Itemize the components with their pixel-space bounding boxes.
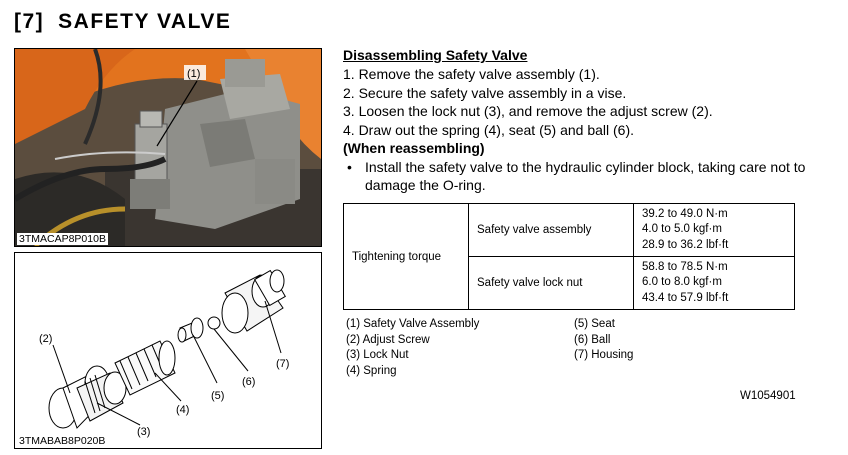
section-number: [7] (14, 10, 45, 33)
procedure-step: 2. Secure the safety valve assembly in a vise. (343, 84, 627, 101)
callout-7: (7) (276, 358, 290, 370)
torque-value: 28.9 to 36.2 lbf·ft (642, 238, 729, 251)
procedure-title: Disassembling Safety Valve (343, 47, 528, 63)
legend-item: (6) Ball (574, 333, 611, 346)
callout-5: (5) (211, 390, 225, 402)
procedure-section (343, 47, 813, 195)
torque-label: Tightening torque (344, 204, 469, 310)
legend-item: (7) Housing (574, 349, 634, 362)
page-title (14, 10, 231, 34)
exploded-view-drawing (14, 252, 322, 449)
legend-column-1 (346, 317, 574, 379)
procedure-step: 1. Remove the safety valve assembly (1). (343, 66, 600, 82)
procedure-step: 3. Loosen the lock nut (3), and remove the adjust screw (2). (343, 103, 713, 119)
torque-values (634, 257, 795, 310)
callout-1: (1) (187, 68, 201, 80)
safety-valve-photo (14, 48, 322, 247)
exploded-view-illustration (15, 253, 321, 448)
callout-2: (2) (39, 333, 53, 345)
legend-column-2 (574, 317, 766, 379)
document-id: W1054901 (740, 390, 796, 402)
torque-table (343, 203, 795, 310)
torque-value: 39.2 to 49.0 N·m (642, 207, 728, 220)
reassembly-note (343, 158, 813, 195)
photo-illustration (15, 49, 321, 246)
table-row (344, 204, 795, 257)
torque-values (634, 204, 795, 257)
torque-value: 6.0 to 8.0 kgf·m (642, 276, 722, 289)
reassembly-title: (When reassembling) (343, 140, 485, 156)
legend-item: (1) Safety Valve Assembly (346, 318, 480, 330)
figure-code: 3TMABAB8P020B (19, 435, 106, 447)
legend-item: (4) Spring (346, 364, 397, 377)
callout-3: (3) (137, 426, 151, 438)
section-title: SAFETY VALVE (58, 10, 232, 33)
legend-item: (3) Lock Nut (346, 349, 409, 362)
figure-code: 3TMACAP8P010B (19, 233, 106, 245)
part-name: Safety valve lock nut (469, 257, 634, 310)
torque-value: 58.8 to 78.5 N·m (642, 260, 728, 273)
callout-4: (4) (176, 404, 190, 416)
part-name: Safety valve assembly (469, 204, 634, 257)
procedure-step: 4. Draw out the spring (4), seat (5) and ball (6). (343, 121, 635, 138)
procedure-steps (343, 65, 813, 139)
reassembly-note-text: Install the safety valve to the hydraulic cylinder block, taking care not to damage the O-ring. (365, 158, 806, 193)
callout-6: (6) (242, 376, 256, 388)
bullet-mark: • (347, 158, 352, 175)
legend-item: (2) Adjust Screw (346, 333, 430, 346)
legend-item: (5) Seat (574, 318, 615, 330)
torque-value: 43.4 to 57.9 lbf·ft (642, 291, 729, 304)
torque-value: 4.0 to 5.0 kgf·m (642, 223, 722, 236)
parts-legend (346, 317, 766, 379)
